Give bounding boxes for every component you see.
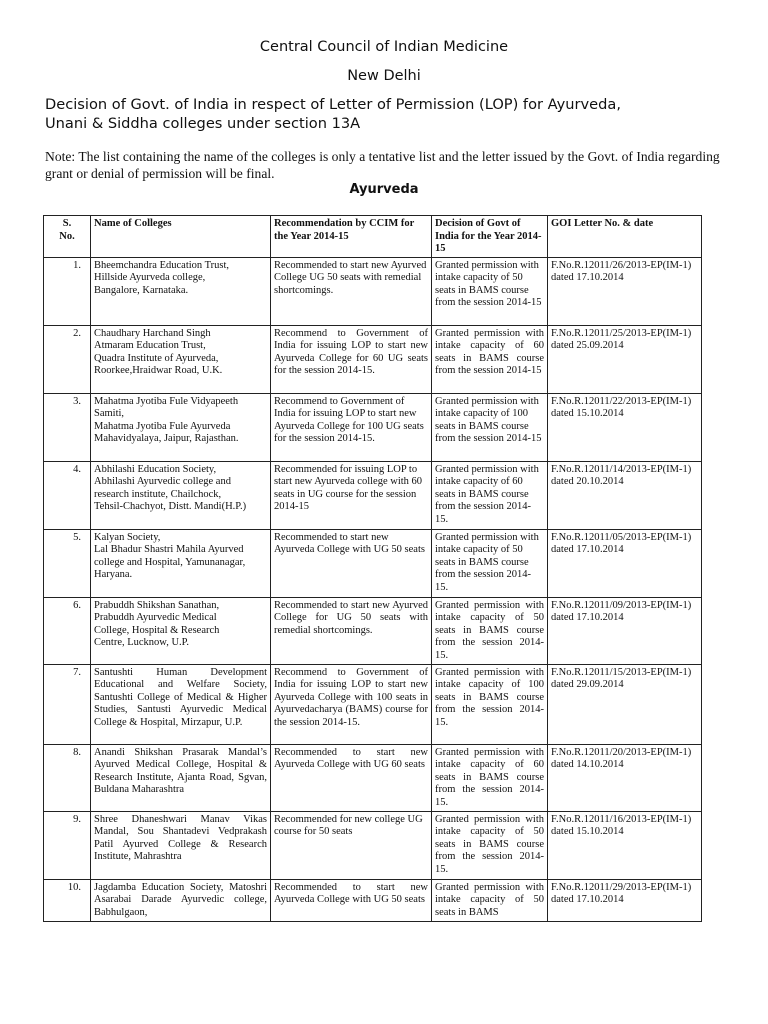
cell-recommendation: Recommend to Government of India for issuing LOP to start new Ayurveda College for 100 UG seats for the session 2014-15. — [271, 393, 432, 461]
cell-decision: Granted permission with intake capacity of 50 seats in BAMS course from the session 2014-15. — [432, 529, 548, 597]
cell-college-name: Jagdamba Education Society, Matoshri Asarabai Darade Ayurvedic college, Babhulgaon, — [91, 879, 271, 921]
cell-goi-letter: F.No.R.12011/29/2013-EP(IM-1) dated 17.10.2014 — [548, 879, 702, 921]
cell-recommendation: Recommended for issuing LOP to start new Ayurveda college with 60 seats in UG course for the session 2014-15 — [271, 461, 432, 529]
cell-sno: 9. — [44, 811, 91, 879]
cell-goi-letter: F.No.R.12011/22/2013-EP(IM-1) dated 15.10.2014 — [548, 393, 702, 461]
cell-recommendation: Recommended for new college UG course for 50 seats — [271, 811, 432, 879]
cell-college-name: Chaudhary Harchand Singh Atmaram Education Trust, Quadra Institute of Ayurveda, Roorkee,Hraidwar Road, U.K. — [91, 325, 271, 393]
cell-recommendation: Recommended to start new Ayurveda College with UG 50 seats — [271, 529, 432, 597]
council-heading: Central Council of Indian Medicine — [259, 39, 509, 55]
cell-sno: 5. — [44, 529, 91, 597]
table-row — [44, 597, 702, 664]
cell-goi-letter: F.No.R.12011/09/2013-EP(IM-1) dated 17.10.2014 — [548, 597, 702, 664]
column-header-goi-letter: GOI Letter No. & date — [548, 216, 702, 258]
cell-goi-letter: F.No.R.12011/20/2013-EP(IM-1) dated 14.10.2014 — [548, 744, 702, 811]
cell-recommendation: Recommended to start new Ayurveda College with UG 60 seats — [271, 744, 432, 811]
cell-decision: Granted permission with intake capacity of 100 seats in BAMS course from the session 2014-15. — [432, 664, 548, 744]
cell-decision: Granted permission with intake capacity of 60 seats in BAMS course from the session 2014-15. — [432, 461, 548, 529]
cell-college-name: Shree Dhaneshwari Manav Vikas Mandal, Sou Shantadevi Vedprakash Patil Ayurved College & Research Institute, Mahrashtra — [91, 811, 271, 879]
cell-college-name: Kalyan Society, Lal Bhadur Shastri Mahila Ayurved college and Hospital, Yamunanagar, Haryana. — [91, 529, 271, 597]
cell-recommendation: Recommended to start new Ayurveda College with UG 50 seats — [271, 879, 432, 921]
cell-recommendation: Recommended to start new Ayurved College UG 50 seats with remedial shortcomings. — [271, 257, 432, 325]
table-row — [44, 257, 702, 325]
table-row — [44, 529, 702, 597]
cell-decision: Granted permission with intake capacity of 60 seats in BAMS course from the session 2014-15 — [432, 325, 548, 393]
column-header-decision: Decision of Govt of India for the Year 2014-15 — [432, 216, 548, 258]
cell-sno: 6. — [44, 597, 91, 664]
cell-college-name: Bheemchandra Education Trust, Hillside Ayurveda college, Bangalore, Karnataka. — [91, 257, 271, 325]
cell-recommendation: Recommended to start new Ayurved College for UG 50 seats with remedial shortcomings. — [271, 597, 432, 664]
table-row — [44, 325, 702, 393]
city-heading: New Delhi — [347, 68, 421, 84]
table-row — [44, 461, 702, 529]
lop-table — [43, 215, 702, 922]
cell-recommendation: Recommend to Government of India for issuing LOP to start new Ayurveda College with 100 seats in Ayurvedacharya (BAMS) course for the session 2014-15. — [271, 664, 432, 744]
cell-sno: 7. — [44, 664, 91, 744]
cell-goi-letter: F.No.R.12011/16/2013-EP(IM-1) dated 15.10.2014 — [548, 811, 702, 879]
cell-college-name: Abhilashi Education Society, Abhilashi Ayurvedic college and research institute, Chailchock, Tehsil-Chachyot, Distt. Mandi(H.P.) — [91, 461, 271, 529]
cell-sno: 2. — [44, 325, 91, 393]
cell-decision: Granted permission with intake capacity of 50 seats in BAMS — [432, 879, 548, 921]
cell-recommendation: Recommend to Government of India for issuing LOP to start new Ayurveda College for 60 UG seats for the session 2014-15. — [271, 325, 432, 393]
section-title: Ayurveda — [349, 182, 419, 197]
cell-college-name: Anandi Shikshan Prasarak Mandal’s Ayurved Medical College, Hospital & Research Institute, Ajanta Road, Sgvan, Buldana Maharashtra — [91, 744, 271, 811]
note-paragraph: Note: The list containing the name of the colleges is only a tentative list and the letter issued by the Govt. of India regarding grant or denial of permission will be final. — [45, 149, 720, 181]
cell-sno: 8. — [44, 744, 91, 811]
decision-heading-line: Unani & Siddha colleges under section 13A — [45, 114, 361, 132]
cell-decision: Granted permission with intake capacity of 100 seats in BAMS course from the session 2014-15 — [432, 393, 548, 461]
table-row — [44, 744, 702, 811]
cell-sno: 1. — [44, 257, 91, 325]
cell-decision: Granted permission with intake capacity of 60 seats in BAMS course from the session 2014-15. — [432, 744, 548, 811]
column-header-sno: S. No. — [44, 216, 91, 258]
cell-goi-letter: F.No.R.12011/05/2013-EP(IM-1) dated 17.10.2014 — [548, 529, 702, 597]
table-row — [44, 664, 702, 744]
cell-decision: Granted permission with intake capacity of 50 seats in BAMS course from the session 2014-15 — [432, 257, 548, 325]
cell-college-name: Prabuddh Shikshan Sanathan, Prabuddh Ayurvedic Medical College, Hospital & Research Centre, Lucknow, U.P. — [91, 597, 271, 664]
cell-decision: Granted permission with intake capacity of 50 seats in BAMS course from the session 2014-15. — [432, 597, 548, 664]
table-row — [44, 393, 702, 461]
table-row — [44, 811, 702, 879]
cell-goi-letter: F.No.R.12011/26/2013-EP(IM-1) dated 17.10.2014 — [548, 257, 702, 325]
cell-college-name: Mahatma Jyotiba Fule Vidyapeeth Samiti, Mahatma Jyotiba Fule Ayurveda Mahavidyalaya, Jaipur, Rajasthan. — [91, 393, 271, 461]
decision-heading — [45, 96, 735, 133]
cell-goi-letter: F.No.R.12011/15/2013-EP(IM-1) dated 29.09.2014 — [548, 664, 702, 744]
cell-sno: 10. — [44, 879, 91, 921]
column-header-recommendation: Recommendation by CCIM for the Year 2014-15 — [271, 216, 432, 258]
table-row — [44, 879, 702, 921]
cell-sno: 3. — [44, 393, 91, 461]
cell-goi-letter: F.No.R.12011/25/2013-EP(IM-1) dated 25.09.2014 — [548, 325, 702, 393]
cell-goi-letter: F.No.R.12011/14/2013-EP(IM-1) dated 20.10.2014 — [548, 461, 702, 529]
cell-decision: Granted permission with intake capacity of 50 seats in BAMS course from the session 2014-15. — [432, 811, 548, 879]
cell-sno: 4. — [44, 461, 91, 529]
cell-college-name: Santushti Human Development Educational and Welfare Society, Santushti College of Medical & Higher Studies, Santusti Ayurvedic Medical College & Hospital, Mirzapur, U.P. — [91, 664, 271, 744]
column-header-name: Name of Colleges — [91, 216, 271, 258]
table-header-row — [44, 216, 702, 258]
decision-heading-line: Decision of Govt. of India in respect of Letter of Permission (LOP) for Ayurveda, — [45, 96, 621, 113]
